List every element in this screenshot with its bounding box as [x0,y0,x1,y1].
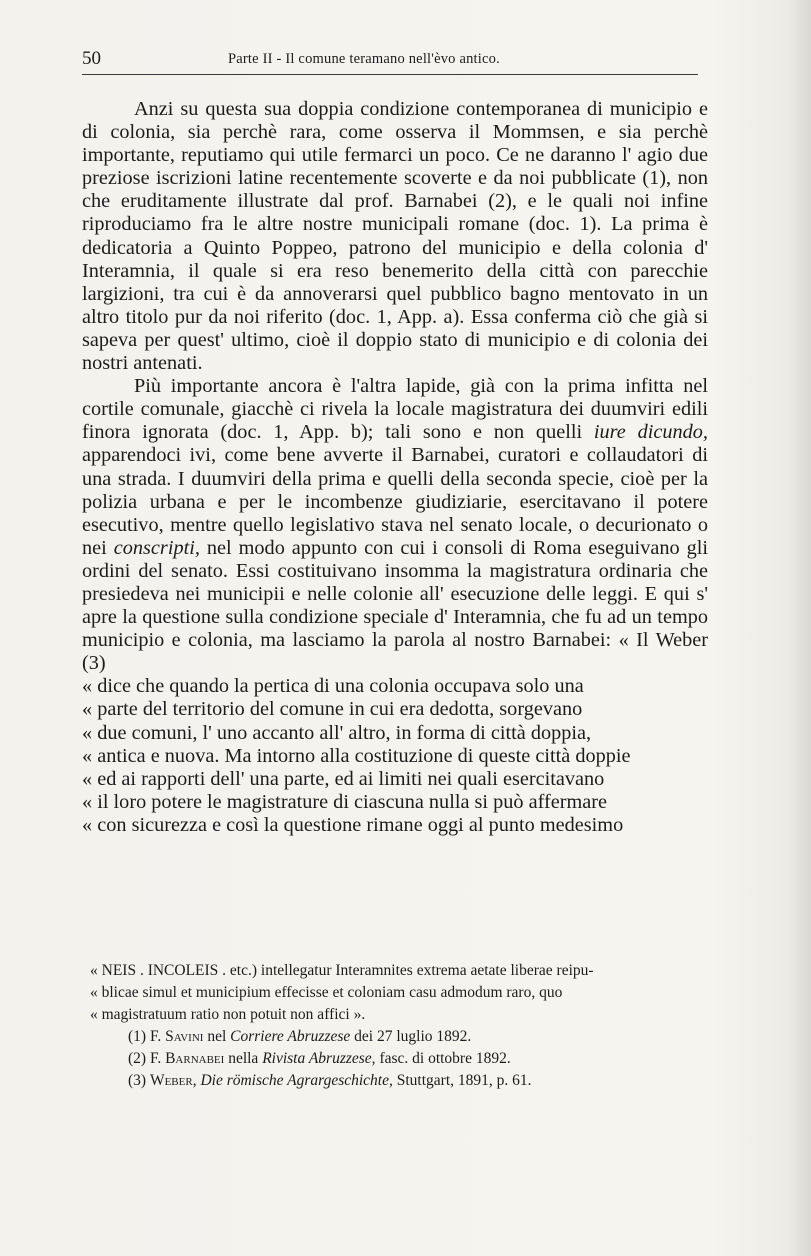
footnote-number: (2) F. [128,1050,166,1067]
quote-line: « ed ai rapporti dell' una parte, ed ai limiti nei quali esercitavano [82,767,605,790]
quote-line: « parte del territorio del comune in cui era dedotta, sorgevano [82,698,583,721]
footnote-title: Corriere Abruzzese [230,1028,351,1045]
quote-line: « con sicurezza e così la questione rimane oggi al punto medesimo [82,813,624,836]
main-text [82,98,708,837]
footnote-details: fasc. di ottobre 1892. [375,1050,511,1067]
paragraph-2-text-a: Più importante ancora è l'altra lapide, già con la prima infitta nel cortile comunale, giacchè ci rivela la locale magistratura dei duumviri edili finora ignorata (doc. 1, App. b); tali sono e non quelli [82,375,708,444]
paragraph-2 [82,375,708,675]
quote-line: « antica e nuova. Ma intorno alla costituzione di queste città doppie [82,744,631,767]
footnote-title: Rivista Abruzzese, [262,1050,376,1067]
footnote-connector: nella [224,1050,263,1067]
page-header [82,44,698,75]
footnote-1 [128,1026,708,1048]
footnote-details: Stuttgart, 1891, p. 61. [392,1072,532,1089]
footnote-author: Weber, [149,1072,197,1089]
footnote-title: Die römische Agrargeschichte, [200,1072,393,1089]
quote-line: « il loro potere le magistrature di ciascuna nulla si può affermare [82,790,608,813]
footnote-number: (3) [128,1072,150,1089]
footnote-3 [128,1070,708,1092]
footnote-number: (1) F. [128,1028,166,1045]
paragraph-2-italic-conscripti: conscripti, [113,536,200,559]
footnote-author: Barnabei [165,1050,225,1067]
quote-line: « dice che quando la pertica di una colonia occupava solo una [82,675,584,698]
paragraph-2-italic-iure-dicundo: iure dicundo, [593,421,708,444]
quote-line: « due comuni, l' uno accanto all' altro, in forma di città doppia, [82,721,592,744]
footnote-details: dei 27 luglio 1892. [350,1028,472,1045]
footnote-author: Savini [165,1028,204,1045]
note-continuation-line: « magistratuum ratio non potuit non affici ». [90,1006,366,1023]
paragraph-2-text-b: apparendoci ivi, come bene avverte il Barnabei, curatori e collaudatori di una strada. I duumviri della prima e quelli della seconda specie, cioè per la polizia urbana e per le incombenze giudiziarie, esercitavano il potere esecutivo, mentre quello legislativo stava nel senato locale, o decurionato o nei [82,444,708,559]
footnote-2 [128,1048,708,1070]
running-title: Parte II - Il comune teramano nell'èvo antico. [228,51,500,67]
paragraph-2-text-c: nel modo appunto con cui i consoli di Roma eseguivano gli ordini del senato. Essi costituivano insomma la magistratura ordinaria che presiedeva nei municipii e nelle colonie all' esecuzione delle leggi. E qui s' apre la questione sulla condizione speciale d' Interamnia, che fu ad un tempo municipio e colonia, ma lasciamo la parola al nostro Barnabei: « Il Weber (3) [82,536,708,675]
paragraph-1: Anzi su questa sua doppia condizione contemporanea di municipio e di colonia, sia perchè rara, come osserva il Mommsen, e sia perchè importante, reputiamo qui utile fermarci un poco. Ce ne daranno l' agio due preziose iscrizioni latine recentemente scoverte e da noi pubblicate (1), non che eruditamente illustrate dal prof. Barnabei (2), e le quali noi infine riproduciamo fra le altre nostre municipali romane (doc. 1). La prima è dedicatoria a Quinto Poppeo, patrono del municipio e della colonia d' Interamnia, il quale si era reso benemerito della città con parecchie largizioni, tra cui è da annoverarsi quel pubblico bagno mentovato in un altro titolo pur da noi riferito (doc. 1, App. a). Essa conferma ciò che già si sapeva per quest' ultimo, cioè il doppio stato di municipio e di colonia dei nostri antenati. [82,98,708,375]
footnotes [82,960,708,1092]
quotation [82,675,708,837]
note-continuation-line: « blicae simul et municipium effecisse et coloniam casu admodum raro, quo [90,984,563,1001]
note-continuation-line: « NEIS . INCOLEIS . etc.) intellegatur Interamnites extrema aetate liberae reipu- [90,962,594,979]
page-number: 50 [82,48,101,69]
footnote-connector: nel [203,1028,231,1045]
